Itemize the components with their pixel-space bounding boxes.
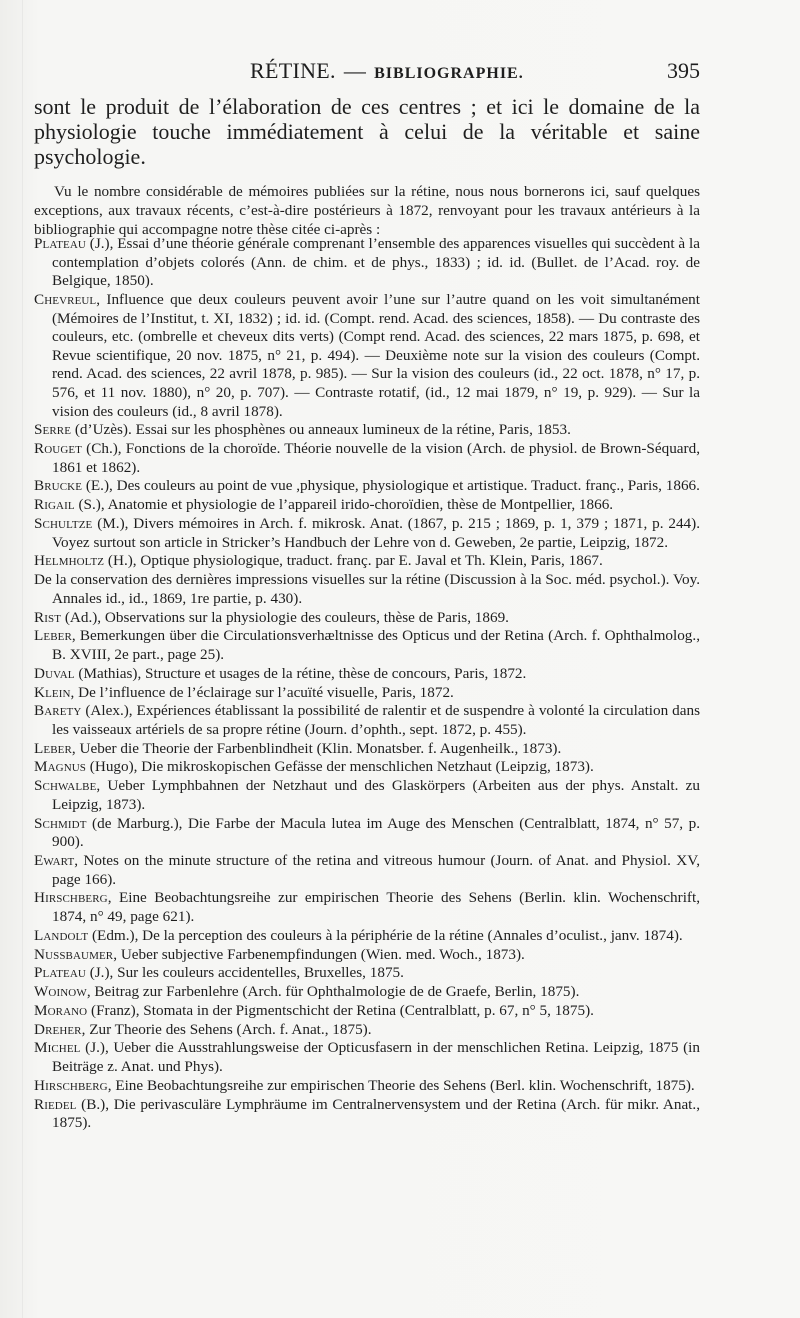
- bibliography-entry: [34, 889, 700, 926]
- bibliography-entry: [34, 815, 700, 852]
- bibliography-entry: [34, 852, 700, 889]
- bibliography-entry: [34, 684, 700, 703]
- bibliography-entry: [34, 964, 700, 983]
- bibliography-entry: [34, 609, 700, 628]
- running-header: [34, 58, 700, 84]
- entry-author: Schultze: [34, 515, 93, 533]
- bibliography-entry: [34, 235, 700, 291]
- entry-author: Barety: [34, 702, 82, 720]
- entry-text: , Bemerkungen über die Circulationsverhæltnisse des Opticus und der Retina (Arch. f. Ophthalmolog., B. XVIII, 2e part., page 25).: [52, 627, 700, 663]
- running-head-title: [250, 58, 524, 87]
- entry-author: Leber: [34, 627, 72, 645]
- entry-text: (H.), Optique physiologique, traduct. franç. par E. Javal et Th. Klein, Paris, 1867.: [104, 552, 603, 570]
- entry-text: , Eine Beobachtungsreihe zur empirischen Theorie des Sehens (Berl. klin. Wochenschrift, 1875).: [107, 1076, 695, 1094]
- entry-text: (Franz), Stomata in der Pigmentschicht der Retina (Centralblatt, p. 67, n° 5, 1875).: [87, 1001, 594, 1019]
- bibliography-entry: [34, 665, 700, 684]
- entry-text: , Eine Beobachtungsreihe zur empirischen Theorie des Sehens (Berlin. klin. Wochenschrift, 1874, n° 49, page 621).: [52, 889, 700, 925]
- entry-author: Hirschberg: [34, 1076, 108, 1094]
- entry-author: Chevreul: [34, 290, 97, 308]
- entry-author: Plateau: [34, 964, 86, 982]
- entry-text: (Alex.), Expériences établissant la possibilité de ralentir et de suspendre à volonté la circulation dans les vaisseaux artériels de sa propre rétine (Journ. d’ophth., sept. 1872, p. 455).: [52, 702, 700, 738]
- bibliography-lead-paragraph: Vu le nombre considérable de mémoires publiées sur la rétine, nous nous bornerons ici, sauf quelques exceptions, aux travaux récents, c’est-à-dire postérieurs à 1872, renvoyant pour les travaux antérieurs à la bibliographie qui accompagne notre thèse citée ci-après :: [34, 183, 700, 238]
- entry-author: Brucke: [34, 477, 83, 495]
- page-number: 395: [667, 58, 700, 83]
- entry-text: (E.), Des couleurs au point de vue ,physique, physiologique et artistique. Traduct. franç., Paris, 1866.: [82, 477, 700, 495]
- entry-author: Klein: [34, 683, 71, 701]
- entry-author: Dreher: [34, 1020, 82, 1038]
- entry-author: Helmholtz: [34, 552, 105, 570]
- bibliography-entry: [34, 946, 700, 965]
- entry-text: , Influence que deux couleurs peuvent avoir l’une sur l’autre quand on les voit simultanément (Mémoires de l’Institut, t. XI, 1832) ; id. id. (Compt. rend. Acad. des sciences, 1858). — Du contraste des couleurs, etc. (ombrelle et cheveux dits verts) (Compt rend. Acad. des sciences, 22 mars 1875, p. 698, et Revue scientifique, 20 nov. 1875, n° 21, p. 494). — Deuxième note sur la vision des couleurs (Compt. rend. Acad. des sciences, 22 avril 1878, p. 985). — Sur la vision des couleurs (id., 22 oct. 1878, n° 17, p. 576, et 11 nov. 1880), n° 20, p. 707). — Contraste rotatif, (id., 12 mai 1879, n° 19, p. 929). — Sur la vision des couleurs (id., 8 avril 1878).: [52, 290, 700, 420]
- entry-author: Michel: [34, 1039, 81, 1057]
- bibliography-entry: [34, 552, 700, 571]
- bibliography-entry: [34, 927, 700, 946]
- bibliography-entry: [34, 758, 700, 777]
- entry-text: De la conservation des dernières impressions visuelles sur la rétine (Discussion à la Soc. méd. psychol.). Voy. Annales id., id., 1869, 1re partie, p. 430).: [34, 571, 700, 607]
- entry-text: (S.), Anatomie et physiologie de l’appareil irido-choroïdien, thèse de Montpellier, 1866.: [74, 496, 614, 514]
- bibliography-entry: [34, 496, 700, 515]
- entry-text: (Ad.), Observations sur la physiologie des couleurs, thèse de Paris, 1869.: [61, 608, 509, 626]
- entry-text: (J.), Essai d’une théorie générale comprenant l’ensemble des apparences visuelles qui succèdent à la contemplation d’objets colorés (Ann. de chim. et de phys., 1833) ; id. id. (Bullet. de l’Acad. roy. de Belgique, 1850).: [52, 235, 700, 290]
- entry-author: Ewart: [34, 851, 75, 869]
- entry-author: Nussbaumer: [34, 945, 114, 963]
- bibliography-entry: [34, 1077, 700, 1096]
- entry-author: Rigail: [34, 496, 75, 514]
- entry-author: Duval: [34, 664, 75, 682]
- entry-text: (Hugo), Die mikroskopischen Gefässe der menschlichen Netzhaut (Leipzig, 1873).: [86, 758, 594, 776]
- entry-text: , Ueber Lymphbahnen der Netzhaut und des Glaskörpers (Arbeiten aus der phys. Anstalt. zu Leipzig, 1873).: [52, 777, 700, 813]
- entry-text: (M.), Divers mémoires in Arch. f. mikrosk. Anat. (1867, p. 215 ; 1869, p. 1, 379 ; 1871, p. 244). Voyez surtout son article in Stricker’s Handbuch der Lehre von d. Geweben, 2e partie, Leipzig, 1872.: [52, 515, 700, 551]
- bibliography-entry: [34, 440, 700, 477]
- bibliography-entry: [34, 515, 700, 552]
- entry-text: (Mathias), Structure et usages de la rétine, thèse de concours, Paris, 1872.: [74, 664, 527, 682]
- entry-author: Schmidt: [34, 814, 87, 832]
- bibliography-entry: [34, 702, 700, 739]
- entry-text: , Ueber die Theorie der Farbenblindheit (Klin. Monatsber. f. Augenheilk., 1873).: [71, 739, 562, 757]
- entry-text: , Beitrag zur Farbenlehre (Arch. für Ophthalmologie de de Graefe, Berlin, 1875).: [86, 983, 580, 1001]
- entry-text: (Edm.), De la perception des couleurs à la périphérie de la rétine (Annales d’oculist., janv. 1874).: [88, 926, 683, 944]
- bibliography-entry: [34, 740, 700, 759]
- entry-text: , Zur Theorie des Sehens (Arch. f. Anat., 1875).: [81, 1020, 372, 1038]
- bibliography-entry: [34, 777, 700, 814]
- entry-text: (d’Uzès). Essai sur les phosphènes ou anneaux lumineux de la rétine, Paris, 1853.: [71, 421, 571, 439]
- entry-author: Riedel: [34, 1095, 77, 1113]
- entry-author: Morano: [34, 1001, 88, 1019]
- entry-text: (J.), Ueber die Ausstrahlungsweise der Opticusfasern in der menschlichen Retina. Leipzig, 1875 (in Beiträge z. Anat. und Phys).: [52, 1039, 700, 1075]
- entry-author: Serre: [34, 421, 72, 439]
- entry-author: Schwalbe: [34, 777, 97, 795]
- entry-author: Leber: [34, 739, 72, 757]
- bibliography-entry: [34, 983, 700, 1002]
- bibliography-list: [34, 235, 700, 1133]
- section-title: BIBLIOGRAPHIE.: [374, 65, 524, 82]
- entry-author: Plateau: [34, 235, 86, 252]
- bibliography-entry: [34, 627, 700, 664]
- entry-author: Woinow: [34, 983, 87, 1001]
- intro-paragraph: sont le produit de l’élaboration de ces centres ; et ici le domaine de la physiologie touche immédiatement à celui de la véritable et saine psychologie.: [34, 94, 700, 169]
- entry-author: Rouget: [34, 440, 82, 458]
- entry-text: (Ch.), Fonctions de la choroïde. Théorie nouvelle de la vision (Arch. de physiol. de Brown-Séquard, 1861 et 1862).: [52, 440, 700, 476]
- page-gutter-shadow: [22, 0, 23, 1318]
- bibliography-entry: [34, 291, 700, 421]
- header-separator: —: [343, 58, 367, 83]
- entry-text: , Notes on the minute structure of the retina and vitreous humour (Journ. of Anat. and Physiol. XV, page 166).: [52, 851, 700, 888]
- bibliography-entry: [34, 1096, 700, 1133]
- entry-author: Hirschberg: [34, 889, 108, 907]
- entry-author: Landolt: [34, 926, 89, 944]
- bibliography-entry: [34, 1039, 700, 1076]
- bibliography-entry: [34, 421, 700, 440]
- entry-author: Rist: [34, 608, 62, 626]
- bibliography-entry: [34, 1021, 700, 1040]
- entry-text: , De l’influence de l’éclairage sur l’acuïté visuelle, Paris, 1872.: [70, 683, 454, 701]
- entry-text: (B.), Die perivasculäre Lymphräume im Centralnervensystem und der Retina (Arch. für mikr. Anat., 1875).: [52, 1095, 700, 1132]
- bibliography-entry: [34, 1002, 700, 1021]
- entry-text: (de Marburg.), Die Farbe der Macula lutea im Auge des Menschen (Centralblatt, 1874, n° 57, p. 900).: [52, 814, 700, 851]
- chapter-title: RÉTINE.: [250, 58, 336, 83]
- bibliography-entry: [34, 477, 700, 496]
- entry-text: , Ueber subjective Farbenempfindungen (Wien. med. Woch., 1873).: [113, 945, 525, 963]
- entry-author: Magnus: [34, 758, 86, 776]
- entry-text: (J.), Sur les couleurs accidentelles, Bruxelles, 1875.: [85, 964, 404, 982]
- bibliography-entry: [34, 571, 700, 608]
